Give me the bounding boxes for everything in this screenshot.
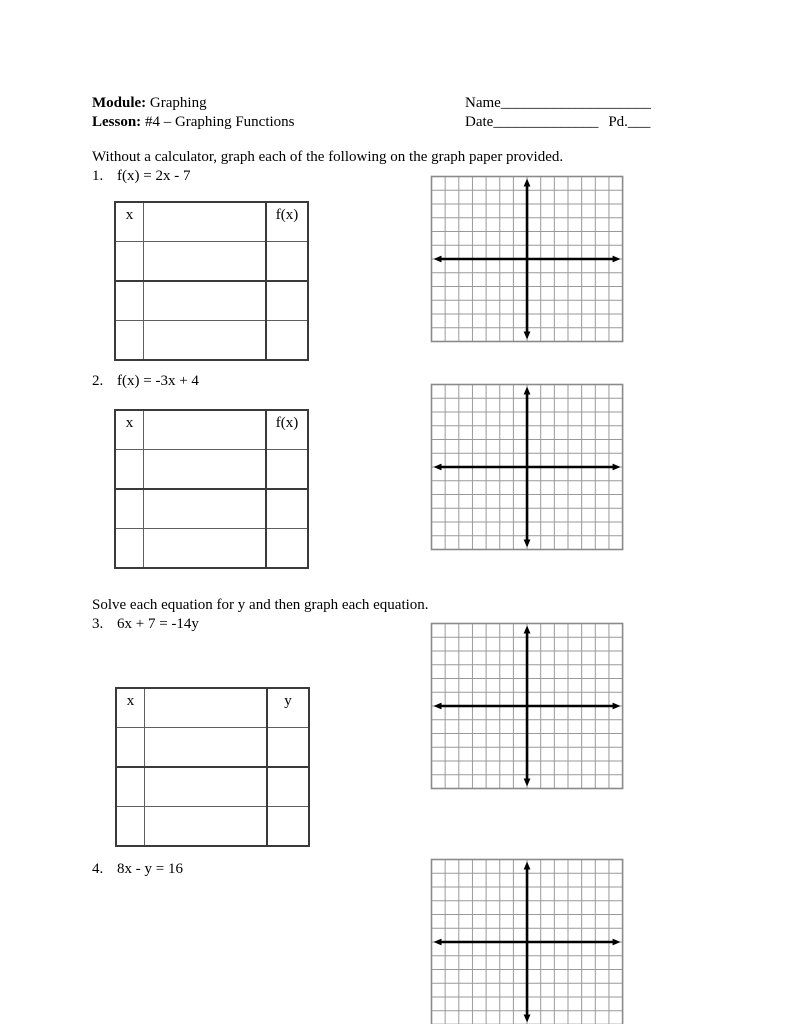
table-cell (144, 281, 267, 321)
table-cell (267, 728, 309, 768)
table-cell (116, 728, 145, 768)
problem-4-equation: 8x - y = 16 (117, 861, 183, 877)
coordinate-grid (430, 622, 624, 790)
table-header-fx: f(x) (266, 202, 308, 242)
problem-3-equation: 6x + 7 = -14y (117, 616, 199, 632)
lesson-value: #4 – Graphing Functions (141, 114, 295, 130)
table-cell (144, 410, 267, 450)
table-cell (266, 450, 308, 490)
table-cell (115, 450, 144, 490)
table-cell (266, 321, 308, 361)
table-cell (115, 242, 144, 282)
table-header-x: x (115, 202, 144, 242)
table-cell (115, 281, 144, 321)
instruction-2: Solve each equation for y and then graph each equation. (92, 597, 429, 613)
table-cell (266, 281, 308, 321)
problem-2-number: 2. (92, 373, 104, 389)
module-line (92, 94, 207, 113)
values-table-2 (114, 409, 309, 569)
coordinate-grid (430, 383, 624, 551)
problem-3-number: 3. (92, 616, 104, 632)
module-label: Module: (92, 95, 147, 111)
table-cell (144, 242, 267, 282)
problem-1-statement (92, 167, 190, 186)
date-pd-line (465, 113, 650, 132)
table-cell (144, 529, 267, 569)
table-cell (267, 767, 309, 807)
module-value: Graphing (146, 95, 207, 111)
date-blank: Date______________ (465, 114, 599, 130)
table-cell (115, 529, 144, 569)
coordinate-grid (430, 858, 624, 1024)
table-cell (116, 807, 145, 847)
problem-4-number: 4. (92, 861, 104, 877)
values-table-1 (114, 201, 309, 361)
table-header-x: x (116, 688, 145, 728)
table-cell (144, 321, 267, 361)
name-blank: Name____________________ (465, 95, 651, 111)
table-cell (115, 489, 144, 529)
coordinate-grid (430, 175, 624, 343)
problem-3-statement (92, 615, 199, 634)
table-cell (145, 688, 268, 728)
table-cell (266, 529, 308, 569)
instruction-1: Without a calculator, graph each of the following on the graph paper provided. (92, 149, 564, 165)
lesson-line (92, 113, 295, 132)
table-header-x: x (115, 410, 144, 450)
table-cell (145, 728, 268, 768)
problem-2-statement (92, 372, 199, 391)
table-cell (115, 321, 144, 361)
values-table-3 (115, 687, 310, 847)
lesson-label: Lesson: (92, 114, 142, 130)
table-cell (144, 202, 267, 242)
table-cell (144, 489, 267, 529)
table-cell (145, 807, 268, 847)
problem-4-statement (92, 860, 183, 879)
pd-blank: Pd.___ (608, 114, 651, 130)
table-cell (144, 450, 267, 490)
table-cell (267, 807, 309, 847)
problem-2-equation: f(x) = -3x + 4 (117, 373, 199, 389)
problem-1-equation: f(x) = 2x - 7 (117, 168, 191, 184)
table-cell (266, 489, 308, 529)
table-cell (266, 242, 308, 282)
table-cell (116, 767, 145, 807)
table-cell (145, 767, 268, 807)
problem-1-number: 1. (92, 168, 104, 184)
table-header-y: y (267, 688, 309, 728)
table-header-fx: f(x) (266, 410, 308, 450)
